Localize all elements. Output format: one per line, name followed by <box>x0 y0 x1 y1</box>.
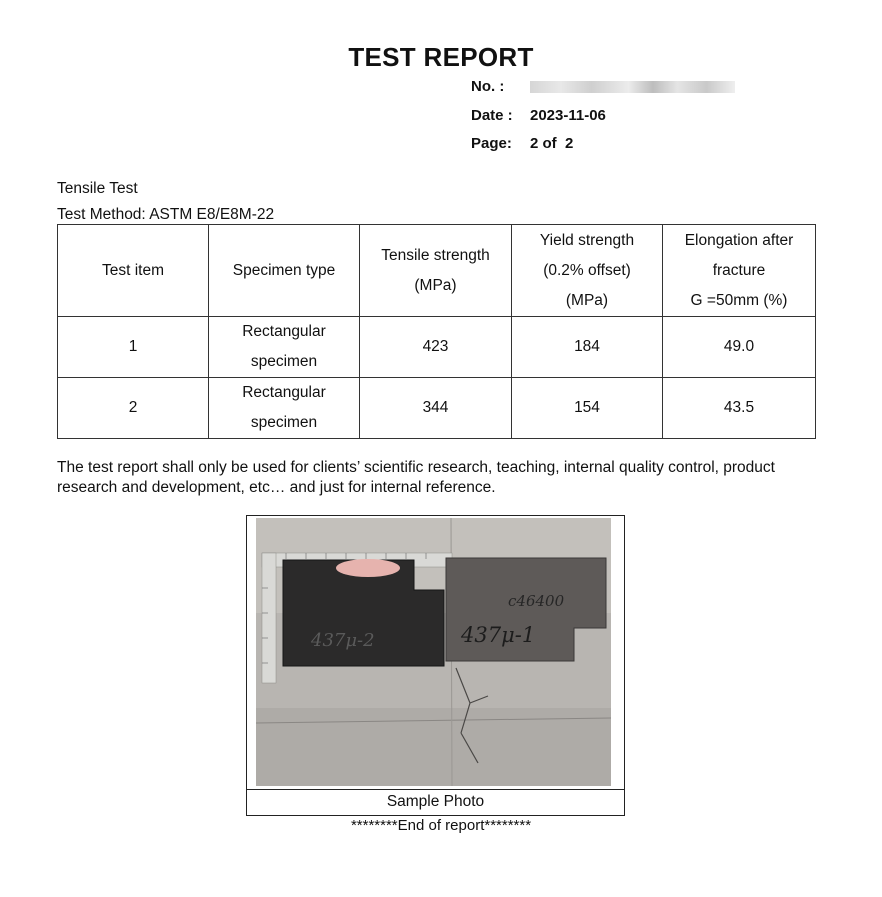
table-row <box>58 317 816 378</box>
sample-photo-frame <box>246 515 625 816</box>
cell-specimen-type: Rectangular specimen <box>209 317 360 378</box>
table-header-row <box>58 225 816 317</box>
cell-elongation: 43.5 <box>663 378 816 439</box>
report-date-value: 2023-11-06 <box>530 107 606 124</box>
cell-tensile-strength: 423 <box>360 317 512 378</box>
usage-disclaimer: The test report shall only be used for clients’ scientific research, teaching, internal quality control, product research and development, etc… and just for internal reference. <box>57 459 775 496</box>
header-tensile-strength: Tensile strength (MPa) <box>360 225 512 317</box>
table-row <box>58 378 816 439</box>
cell-elongation: 49.0 <box>663 317 816 378</box>
end-of-report: ********End of report******** <box>350 817 532 834</box>
header-test-item: Test item <box>58 225 209 317</box>
report-page-value: 2 of 2 <box>530 135 574 152</box>
sample-photo <box>256 518 611 786</box>
cell-specimen-type: Rectangular specimen <box>209 378 360 439</box>
test-method: Test Method: ASTM E8/E8M-22 <box>57 206 275 223</box>
specimen-lot-label: c46400 <box>508 592 565 610</box>
cell-tensile-strength: 344 <box>360 378 512 439</box>
report-date-row <box>471 107 606 124</box>
report-title: TEST REPORT <box>348 42 534 72</box>
section-heading: Tensile Test <box>57 180 138 197</box>
header-specimen-type: Specimen type <box>209 225 360 317</box>
cell-yield-strength: 184 <box>512 317 663 378</box>
photo-caption: Sample Photo <box>247 789 624 817</box>
report-number-row <box>471 78 735 95</box>
results-table <box>57 224 816 439</box>
specimen-label-2: 437μ-2 <box>311 630 375 651</box>
report-page-label: Page: <box>471 135 512 152</box>
header-elongation: Elongation after fracture G =50mm (%) <box>663 225 816 317</box>
header-yield-strength: Yield strength (0.2% offset) (MPa) <box>512 225 663 317</box>
cell-test-item: 2 <box>58 378 209 439</box>
redacted-report-number <box>530 81 735 93</box>
report-date-label: Date : <box>471 107 513 124</box>
cell-test-item: 1 <box>58 317 209 378</box>
report-number-label: No. : <box>471 78 505 95</box>
specimen-label-1: 437μ-1 <box>461 623 536 647</box>
report-page-row <box>471 135 573 152</box>
cell-yield-strength: 154 <box>512 378 663 439</box>
